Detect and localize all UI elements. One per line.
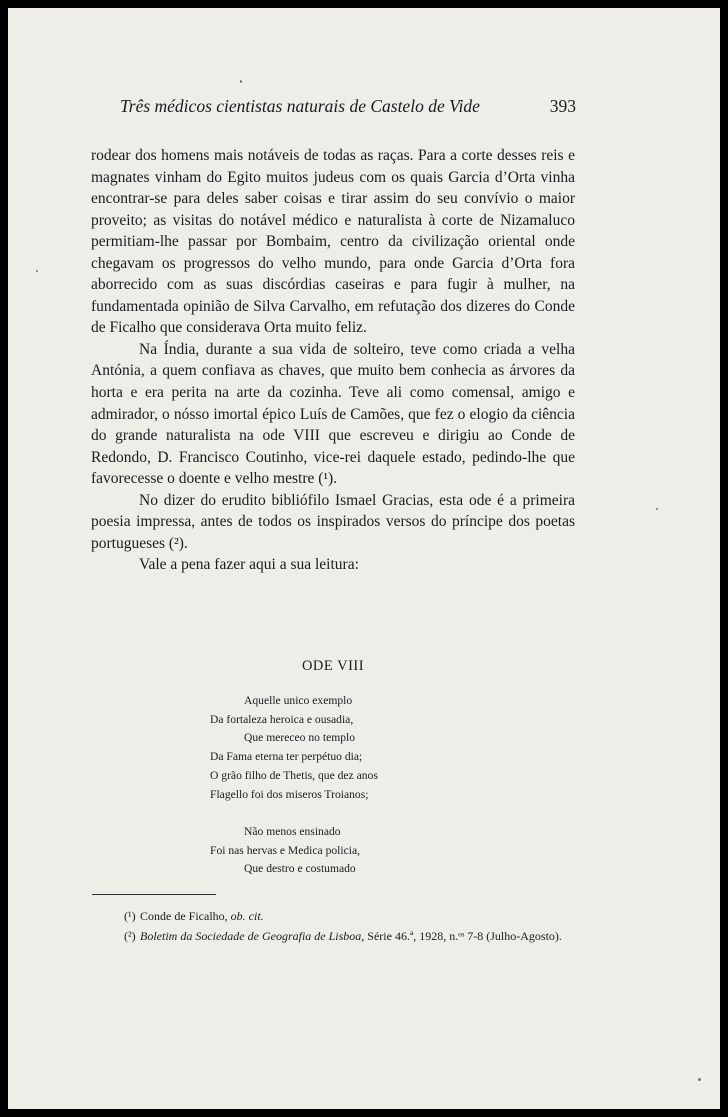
paragraph-3: No dizer do erudito bibliófilo Ismael Gracias, esta ode é a primeira poesia impressa, antes de todos os inspirados versos do príncipe dos poetas portugueses (²). — [91, 491, 575, 552]
footnote-2 — [96, 926, 576, 946]
poem-line: Da Fama eterna ter perpétuo dia; — [210, 750, 363, 764]
footnote-2-mark: (²) — [124, 929, 136, 943]
poem-line: Que mereceo no templo — [244, 731, 356, 745]
paragraph-1: rodear dos homens mais notáveis de todas as raças. Para a corte desses reis e magnates vinham do Egito muitos judeus com os quais Garcia d’Orta vinha encontrar-se para deles saber coisas e tirar assim do seu convívio o maior proveito; as visitas do notável médico e naturalista à corte de Nizamaluco permitiam-lhe passar por Bombaim, centro da civilização oriental onde chegavam os progressos do velho mundo, para onde Garcia d’Orta fora aborrecido com as suas discórdias caseiras e para fugir à mulher, na fundamentada opinião de Silva Carvalho, em refutação dos dizeres do Conde de Ficalho que considerava Orta muito feliz. — [91, 147, 575, 337]
paper-speck — [240, 80, 242, 83]
ode-title: ODE VIII — [301, 658, 365, 674]
footnote-1-text: Conde de Ficalho, — [140, 909, 228, 923]
footnote-1-ref: ob. cit. — [230, 909, 264, 923]
paragraph-2: Na Índia, durante a sua vida de solteiro, teve como criada a velha Antónia, a quem confiava as chaves, que muito bem conhecia as árvores da horta e era perita na arte da cozinha. Teve ali como comensal, amigo e admirador, o nósso imortal épico Luís de Camões, que fez o elogio da ciência do grande naturalista na ode VIII que escreveu e dirigiu ao Conde de Redondo, D. Francisco Coutinho, vice-rei daquele estado, pedindo-lhe que favorecesse o doente e velho mestre (¹). — [91, 340, 575, 488]
paragraph-4: Vale a pena fazer aqui a sua leitura: — [139, 556, 359, 574]
ode-poem — [210, 692, 470, 879]
paper-speck — [656, 508, 658, 510]
poem-line: Flagello foi dos miseros Troianos; — [210, 787, 369, 801]
footnote-rule — [92, 894, 216, 895]
body-text — [91, 145, 575, 576]
page-number: 393 — [549, 96, 576, 116]
poem-line: O grão filho de Thetis, que dez anos — [210, 768, 378, 782]
poem-line: Que destro e costumado — [244, 862, 356, 876]
footnote-1 — [96, 906, 576, 926]
paper-speck — [36, 270, 38, 272]
poem-line: Aquelle unico exemplo — [244, 694, 353, 707]
footnote-2-title: Boletim da Sociedade de Geografia de Lisboa, — [140, 929, 365, 943]
book-page — [8, 8, 720, 1109]
poem-line: Da fortaleza heroica e ousadia, — [210, 712, 354, 726]
paper-speck — [698, 1078, 701, 1081]
footnote-1-mark: (¹) — [124, 909, 136, 923]
poem-line: Foi nas hervas e Medica policia, — [210, 843, 361, 857]
running-title: Três médicos cientistas naturais de Castelo de Vide — [120, 96, 480, 116]
stanza-gap — [210, 804, 470, 823]
footnotes — [96, 906, 576, 946]
footnote-2-rest: Série 46.ª, 1928, n.ᵒˢ 7-8 (Julho-Agosto). — [367, 929, 562, 943]
poem-line: Não menos ensinado — [244, 824, 341, 838]
running-header — [120, 96, 576, 120]
